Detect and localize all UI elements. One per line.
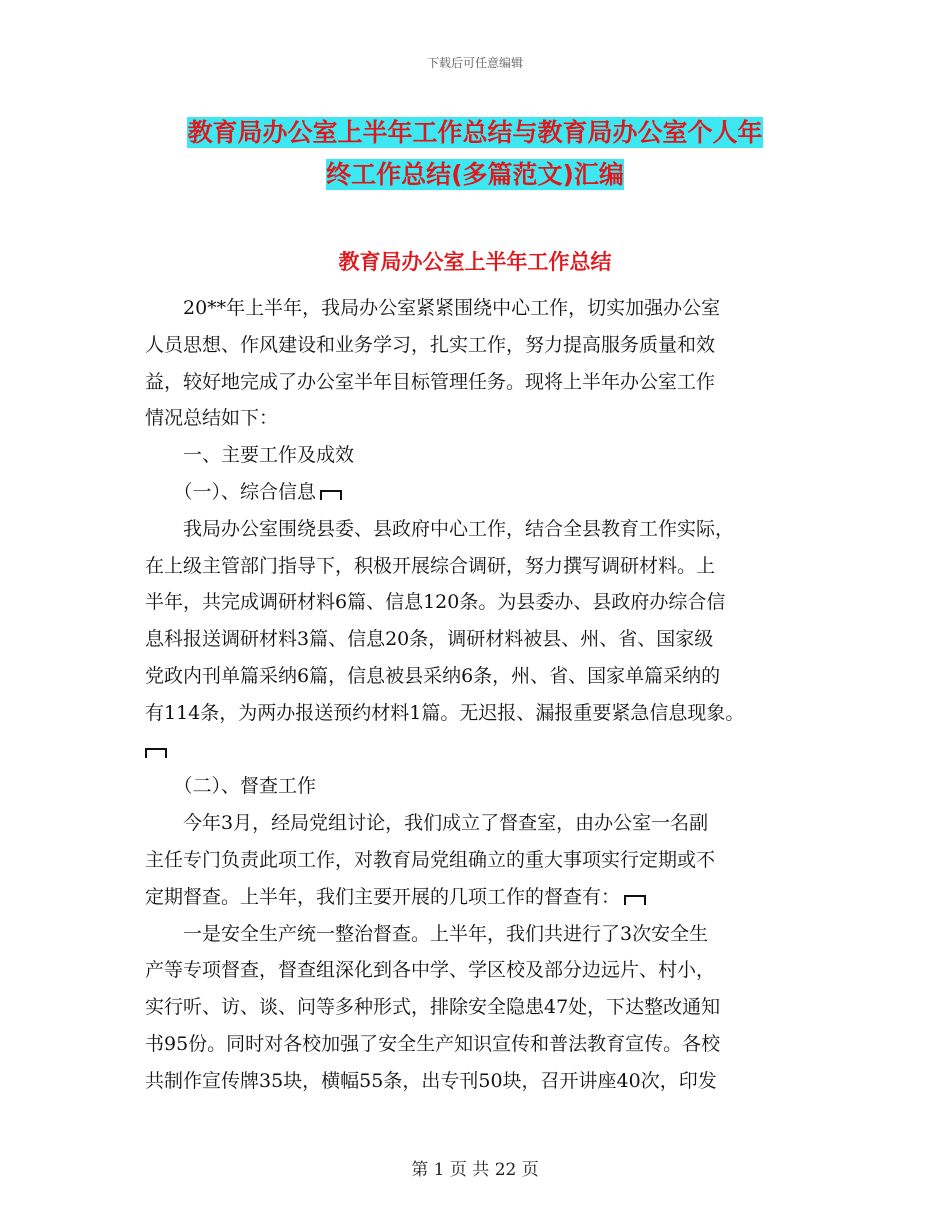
- body-line: 产等专项督查，督查组深化到各中学、学区校及部分边远片、村小，: [145, 959, 716, 982]
- body-line: 人员思想、作风建设和业务学习，扎实工作，努力提高服务质量和效: [145, 333, 716, 356]
- body-line: 有114条，为两办报送预约材料1篇。无迟报、漏报重要紧急信息现象。: [145, 701, 745, 724]
- section-title: 教育局办公室上半年工作总结: [338, 250, 612, 274]
- body-line: 一、主要工作及成效: [145, 444, 355, 467]
- body-line-text: （一）、综合信息: [145, 480, 317, 503]
- paragraph-mark-icon: [145, 748, 167, 758]
- paragraph-mark-icon: [624, 895, 646, 905]
- paragraph-mark-icon: [320, 490, 342, 500]
- body-line: 20**年上半年，我局办公室紧紧围绕中心工作，切实加强办公室: [145, 297, 721, 319]
- document-body: [145, 290, 825, 1100]
- body-line-text: 定期督查。上半年，我们主要开展的几项工作的督查有：: [145, 885, 621, 908]
- body-line: 主任专门负责此项工作，对教育局党组确立的重大事项实行定期或不: [145, 848, 716, 871]
- body-line: 实行听、访、谈、问等多种形式，排除安全隐患47处，下达整改通知: [145, 996, 721, 1019]
- header-note: 下载后可任意编辑: [426, 56, 523, 70]
- body-line: 在上级主管部门指导下，积极开展综合调研，努力撰写调研材料。上: [145, 554, 716, 577]
- title-line-2: 终工作总结(多篇范文)汇编: [326, 160, 624, 189]
- body-line: 我局办公室围绕县委、县政府中心工作，结合全县教育工作实际，: [145, 517, 735, 540]
- body-line-with-mark: [145, 879, 825, 916]
- title-line-1: 教育局办公室上半年工作总结与教育局办公室个人年: [187, 118, 763, 147]
- body-line-with-mark: [145, 474, 825, 511]
- body-line: 一是安全生产统一整治督查。上半年，我们共进行了3次安全生: [145, 922, 709, 945]
- body-line: 半年，共完成调研材料6篇、信息120条。为县委办、县政府办综合信: [145, 591, 726, 614]
- body-line: 息科报送调研材料3篇、信息20条，调研材料被县、州、省、国家级: [145, 628, 714, 651]
- document-title: [0, 112, 950, 196]
- page-footer: 第 1 页 共 22 页: [411, 1160, 539, 1180]
- body-line: 益，较好地完成了办公室半年目标管理任务。现将上半年办公室工作: [145, 370, 716, 393]
- body-line: 今年3月，经局党组讨论，我们成立了督查室，由办公室一名副: [145, 812, 709, 835]
- body-line: 情况总结如下：: [145, 407, 279, 430]
- body-line: （二）、督查工作: [145, 775, 317, 798]
- body-line-mark-only: [145, 732, 825, 769]
- body-line: 党政内刊单篇采纳6篇，信息被县采纳6条，州、省、国家单篇采纳的: [145, 664, 721, 687]
- body-line: 书95份。同时对各校加强了安全生产知识宣传和普法教育宣传。各校: [145, 1032, 721, 1055]
- body-line: 共制作宣传牌35块，横幅55条，出专刊50块，召开讲座40次，印发: [145, 1069, 717, 1092]
